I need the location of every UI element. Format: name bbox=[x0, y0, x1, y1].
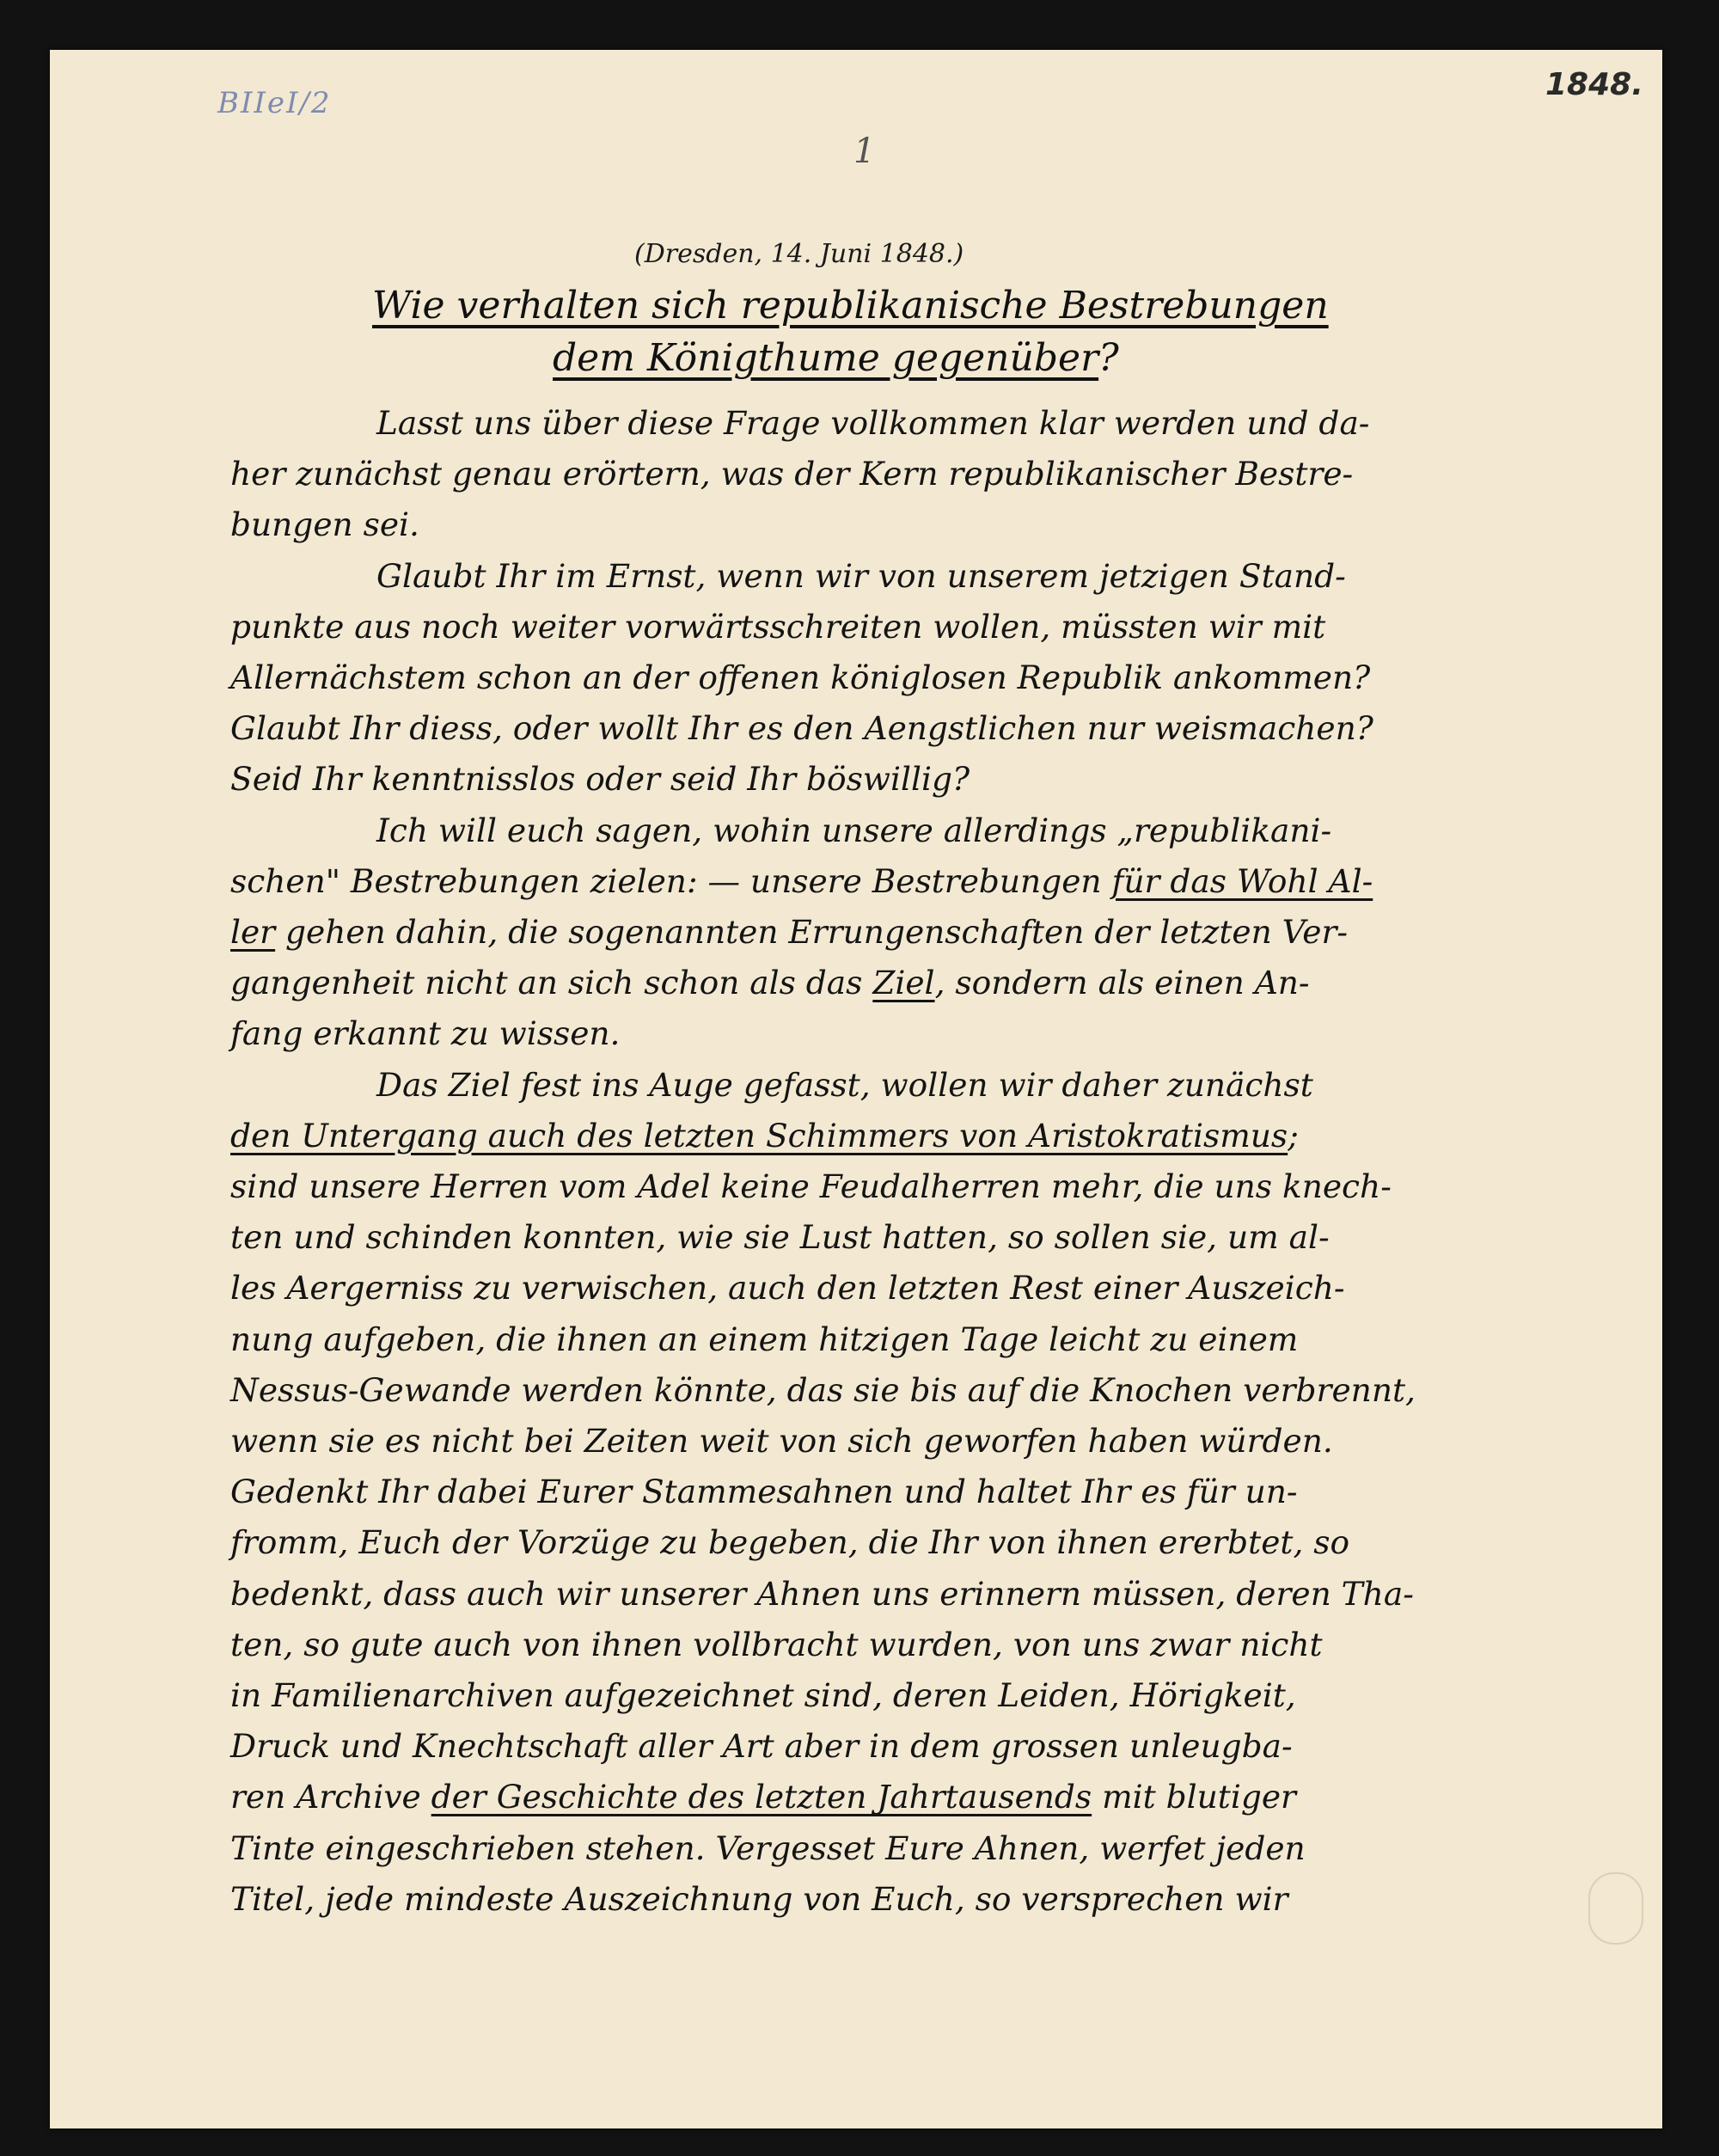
body-segment: ren Archive bbox=[230, 1778, 431, 1816]
dateline: (Dresden, 14. Juni 1848.) bbox=[634, 239, 964, 269]
body-segment: , sondern als einen An- bbox=[934, 964, 1310, 1002]
underlined-phrase: für das Wohl Al- bbox=[1111, 861, 1373, 900]
body-line: her zunächst genau erörtern, was der Kern republikanischer Bestre- bbox=[230, 455, 1354, 493]
body-line: Druck und Knechtschaft aller Art aber in dem grossen unleugba- bbox=[230, 1727, 1293, 1766]
body-line: Ich will euch sagen, wohin unsere allerdings „republikani- bbox=[376, 811, 1332, 849]
body-line: Titel, jede mindeste Auszeichnung von Euch, so versprechen wir bbox=[230, 1879, 1288, 1918]
body-line: Gedenkt Ihr dabei Eurer Stammesahnen und haltet Ihr es für un- bbox=[230, 1473, 1298, 1511]
body-line: ten, so gute auch von ihnen vollbracht wurden, von uns zwar nicht bbox=[230, 1625, 1323, 1663]
embossed-stamp bbox=[1588, 1872, 1643, 1945]
body-line: wenn sie es nicht bei Zeiten weit von sich geworfen haben würden. bbox=[230, 1422, 1333, 1461]
underlined-phrase: ler bbox=[230, 913, 276, 952]
body-line: Seid Ihr kenntnisslos oder seid Ihr böswillig? bbox=[230, 760, 970, 799]
body-line: fromm, Euch der Vorzüge zu begeben, die Ihr von ihnen ererbtet, so bbox=[230, 1523, 1350, 1562]
page-number: 1 bbox=[853, 132, 876, 171]
year-annotation: 1848. bbox=[1545, 67, 1643, 102]
body-line: les Aergerniss zu verwischen, auch den letzten Rest einer Auszeich- bbox=[230, 1269, 1345, 1308]
body-line: Nessus-Gewande werden könnte, das sie bis auf die Knochen verbrennt, bbox=[230, 1370, 1416, 1409]
underlined-phrase: Ziel bbox=[872, 964, 935, 1002]
body-line: fang erkannt zu wissen. bbox=[230, 1014, 621, 1053]
title-line-2 bbox=[553, 336, 1119, 380]
body-segment: gehen dahin, die sogenannten Errungenschaften der letzten Ver- bbox=[275, 913, 1349, 952]
body-line: in Familienarchiven aufgezeichnet sind, deren Leiden, Hörigkeit, bbox=[230, 1676, 1296, 1715]
title-line-2-text: dem Königthume gegenüber bbox=[553, 336, 1099, 380]
archive-signature: BIIeI/2 bbox=[217, 86, 332, 120]
body-segment: mit blutiger bbox=[1092, 1778, 1296, 1816]
manuscript-page bbox=[50, 50, 1662, 2128]
title-line-1: Wie verhalten sich republikanische Bestrebungen bbox=[372, 284, 1329, 328]
underlined-phrase: der Geschichte des letzten Jahrtausends bbox=[431, 1778, 1092, 1816]
body-line bbox=[230, 907, 1520, 958]
body-line: ten und schinden konnten, wie sie Lust hatten, so sollen sie, um al- bbox=[230, 1218, 1330, 1257]
underlined-phrase: den Untergang auch des letzten Schimmers von Aristokratismus bbox=[230, 1116, 1288, 1155]
body-segment: gangenheit nicht an sich schon als das bbox=[230, 964, 873, 1002]
body-line bbox=[230, 856, 1520, 907]
body-line: Glaubt Ihr diess, oder wollt Ihr es den Aengstlichen nur weismachen? bbox=[230, 709, 1373, 748]
body-line: bedenkt, dass auch wir unserer Ahnen uns erinnern müssen, deren Tha- bbox=[230, 1574, 1414, 1613]
body-segment: ; bbox=[1288, 1116, 1299, 1155]
body-segment: schen" Bestrebungen zielen: — unsere Bestrebungen bbox=[230, 861, 1112, 900]
body-line: sind unsere Herren vom Adel keine Feudalherren mehr, die uns knech- bbox=[230, 1167, 1392, 1206]
body-text bbox=[230, 398, 1520, 1925]
body-line bbox=[230, 1111, 1520, 1161]
body-line bbox=[230, 958, 1520, 1008]
body-line: Glaubt Ihr im Ernst, wenn wir von unserem jetzigen Stand- bbox=[376, 556, 1346, 595]
body-line: Tinte eingeschrieben stehen. Vergesset Eure Ahnen, werfet jeden bbox=[230, 1828, 1306, 1867]
title-question-mark: ? bbox=[1098, 336, 1119, 380]
body-line: Lasst uns über diese Frage vollkommen klar werden und da- bbox=[376, 404, 1370, 442]
body-line bbox=[230, 1772, 1520, 1822]
body-line: bungen sei. bbox=[230, 505, 419, 544]
body-line: Allernächstem schon an der offenen königlosen Republik ankommen? bbox=[230, 658, 1371, 697]
body-line: punkte aus noch weiter vorwärtsschreiten wollen, müssten wir mit bbox=[230, 607, 1326, 646]
body-line: nung aufgeben, die ihnen an einem hitzigen Tage leicht zu einem bbox=[230, 1320, 1299, 1358]
body-line: Das Ziel fest ins Auge gefasst, wollen wir daher zunächst bbox=[376, 1065, 1313, 1104]
